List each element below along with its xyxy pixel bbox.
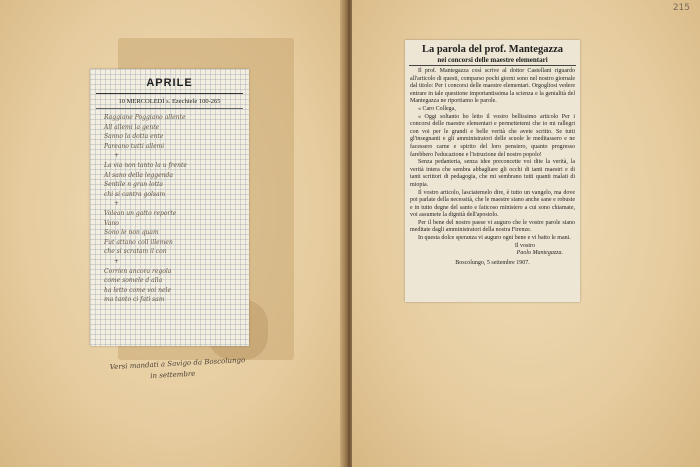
handwritten-line: Fut attano coll illemen	[104, 238, 173, 246]
handwritten-line: +	[114, 257, 120, 265]
handwritten-line: che si scratam il con	[104, 248, 167, 256]
clipping-body	[405, 66, 580, 267]
clipping-title: La parola del prof. Mantegazza	[421, 44, 564, 55]
calendar-sheet	[90, 69, 249, 346]
clipping-paragraph: In questa dolce speranza vi auguro ogni bene e vi batto le mani.	[418, 235, 571, 242]
left-page	[0, 0, 347, 467]
handwritten-line: ma tanto ci fati sam	[104, 296, 165, 304]
handwritten-line: Volean un gatto reporte	[104, 209, 177, 217]
handwritten-line: Corrien ancora regola	[104, 267, 172, 275]
handwritten-line: Sanno la dotta ente	[104, 133, 164, 141]
handwritten-notes	[104, 113, 244, 305]
handwritten-line: chi si cantra golsam	[104, 190, 166, 198]
clipping-dateline: Boscolungo, 5 settembre 1907.	[455, 259, 530, 266]
handwritten-line: Al sano della leggenda	[104, 171, 173, 179]
page-number: 215	[672, 3, 690, 13]
clipping-paragraph: Il prof. Mantegazza così scrive al dottor Castellani riguardo all'articolo di questi, comparso pochi giorni sono nel nostro giornale dal titolo: Per i concorsi delle maestre elementari. Orgogliosi vedere entrare in tale questione importantissima la scienza e la genialità del Mantegazza ne riportiamo le parole.	[410, 68, 575, 105]
clipping-subtitle: nei concorsi delle maestre elementari	[409, 56, 576, 66]
calendar-rule-2	[96, 108, 243, 109]
handwritten-line: come somele d alla	[104, 277, 163, 285]
handwritten-line: +	[114, 152, 120, 160]
handwritten-line: Pareano tutti allemi	[104, 142, 165, 150]
handwritten-line: Sono le non quam	[104, 229, 159, 237]
handwritten-line: La via non tanto la u frente	[104, 161, 187, 169]
newspaper-clipping	[405, 40, 580, 302]
handwritten-line: All allemi la gente	[104, 123, 160, 131]
clipping-signature: Paolo Mantegazza.	[516, 250, 563, 257]
handwritten-line: ha letto come voi nele	[104, 286, 171, 294]
calendar-day-line: 10 MERCOLEDÌ s. Ezechiele 100-265	[118, 98, 221, 105]
handwritten-line: Sentile n gran lotta	[104, 181, 163, 189]
clipping-paragraph: Senza pedanteria, senza idee preconcette voi dite la verità, la verità intera che sembra abbagliare gli occhi di tanti maestri e di tanti scrittori di pedagogia, che mi sembrano tutti quanti malati di miopia.	[410, 159, 575, 188]
clipping-closing: Il vostro	[514, 242, 535, 249]
handwritten-caption-line: in settembre	[150, 369, 196, 381]
calendar-rule	[96, 93, 243, 94]
handwritten-caption-line: Versi mandati a Savigo da Boscolungo	[109, 356, 246, 372]
handwritten-line: Vano	[104, 219, 119, 227]
clipping-paragraph: Il vostro articolo, lasciatemelo dire, è tutto un vangelo, ma dove poi parlate della necessità, che le maestre siano anche sane e robuste e in tutto degne del santo e faticoso ministero a cui sono chiamate, voi assumete la dignità dell'apostolo.	[410, 189, 575, 219]
handwritten-line: Raggiane Poggiano allente	[104, 114, 186, 121]
handwritten-line: +	[114, 200, 120, 208]
clipping-paragraph: « Oggi soltanto ho letto il vostro bellissimo articolo Per i concorsi delle maestre elementari e permettetemi che io mi rallegri con voi per le grandi e belle verità che avete scritto. Se tutti gl'insegnanti e gli amministratori delle scuole le meditassero e ne facessero carne e spirito del loro pensiero, quanto progresso farebbero l'educazione e l'istruzione del nostro popolo!	[410, 113, 575, 158]
clipping-paragraph: « Caro Collega,	[418, 105, 456, 112]
clipping-paragraph: Per il bene del nostro paese vi auguro che le vostre parole siano meditate dagli amministratori della nostra Firenze.	[410, 219, 575, 234]
calendar-month: APRILE	[146, 77, 193, 89]
